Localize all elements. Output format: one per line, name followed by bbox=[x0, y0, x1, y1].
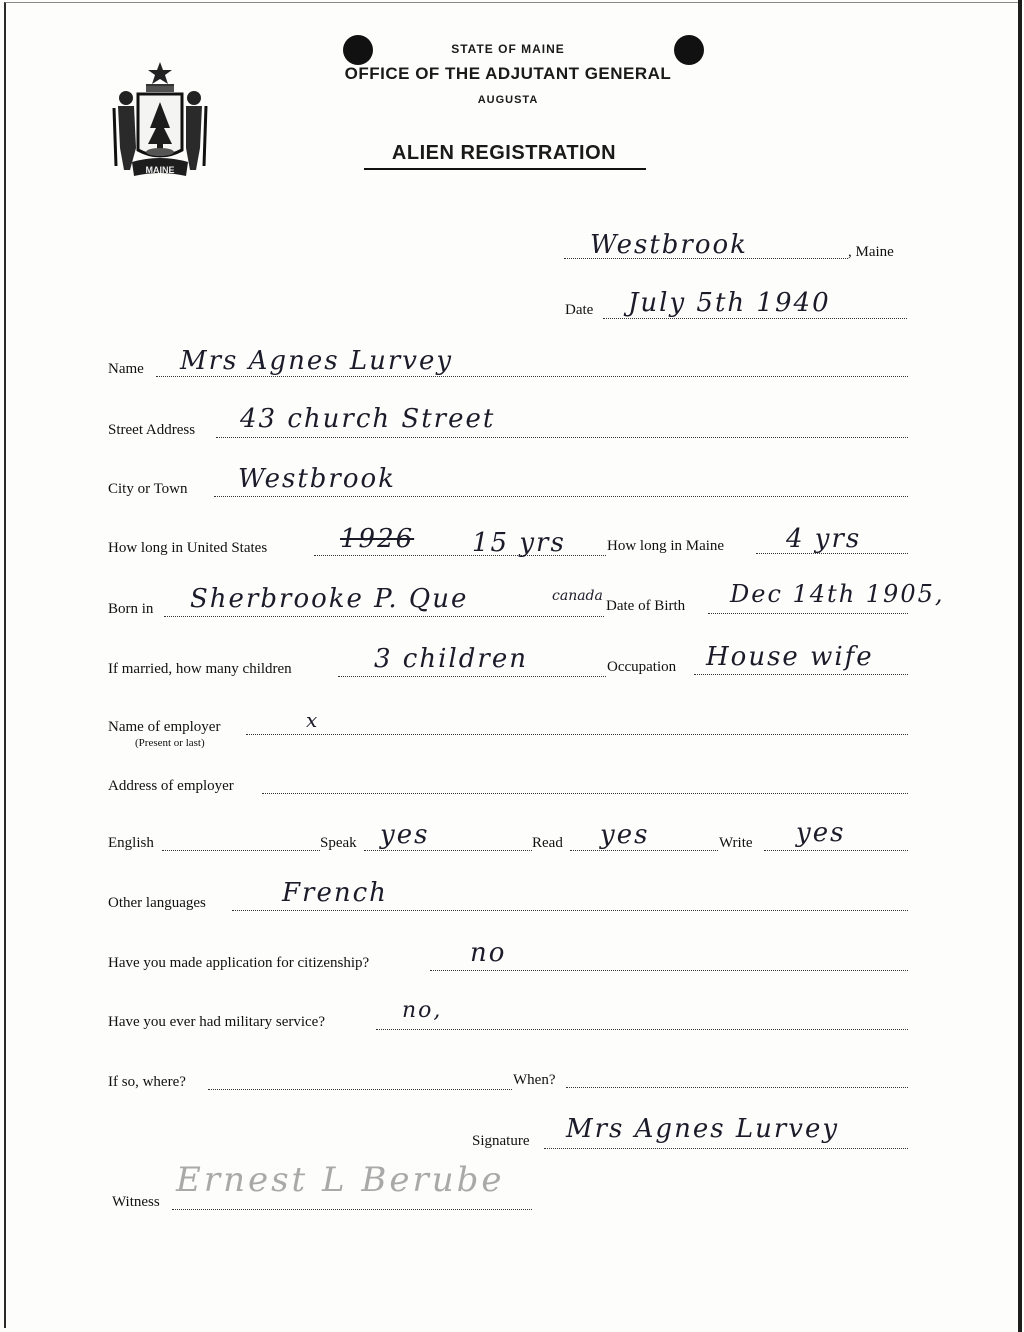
occupation-dots bbox=[694, 674, 908, 675]
write-value: yes bbox=[796, 818, 846, 848]
street-dots bbox=[216, 437, 908, 438]
signature-value: Mrs Agnes Lurvey bbox=[566, 1114, 840, 1144]
citizenship-dots bbox=[430, 970, 908, 971]
military-label: Have you ever had military service? bbox=[108, 1014, 325, 1030]
speak-dots bbox=[364, 850, 532, 851]
born-value: Sherbrooke P. Que bbox=[190, 584, 469, 614]
place-value: Westbrook bbox=[590, 230, 748, 260]
where-label: If so, where? bbox=[108, 1074, 186, 1090]
children-dots bbox=[338, 676, 606, 677]
other-languages-value: French bbox=[282, 878, 388, 908]
military-value: no, bbox=[402, 998, 443, 1023]
maine-years-value: 4 yrs bbox=[786, 524, 862, 554]
speak-label: Speak bbox=[320, 835, 357, 851]
name-dots bbox=[156, 376, 908, 377]
military-dots bbox=[376, 1029, 908, 1030]
when-label: When? bbox=[513, 1072, 556, 1088]
read-dots bbox=[570, 850, 718, 851]
citizenship-label: Have you made application for citizenship? bbox=[108, 955, 370, 971]
dob-value: Dec 14th 1905, bbox=[730, 580, 945, 608]
us-years-label: How long in United States bbox=[108, 540, 268, 556]
office-heading: OFFICE OF THE ADJUTANT GENERAL bbox=[344, 64, 672, 83]
city-heading: AUGUSTA bbox=[477, 94, 539, 106]
date-value: July 5th 1940 bbox=[628, 288, 831, 318]
street-value: 43 church Street bbox=[240, 404, 496, 434]
form-title: ALIEN REGISTRATION bbox=[391, 142, 617, 164]
born-dots bbox=[164, 616, 604, 617]
signature-dots bbox=[544, 1148, 908, 1149]
maine-years-label: How long in Maine bbox=[607, 538, 725, 554]
write-label: Write bbox=[719, 835, 753, 851]
employer-dots bbox=[246, 734, 908, 735]
name-value: Mrs Agnes Lurvey bbox=[180, 346, 454, 376]
children-label: If married, how many children bbox=[108, 661, 292, 677]
employer-value: x bbox=[306, 708, 320, 732]
place-suffix: , Maine bbox=[848, 244, 894, 260]
name-label: Name bbox=[108, 361, 144, 377]
date-dots bbox=[603, 318, 907, 319]
signature-label: Signature bbox=[472, 1133, 530, 1149]
street-label: Street Address bbox=[108, 422, 196, 438]
us-years-struck: 1926 bbox=[340, 524, 415, 554]
where-dots bbox=[208, 1089, 512, 1090]
town-label: City or Town bbox=[108, 481, 188, 497]
read-value: yes bbox=[600, 820, 650, 850]
svg-text:MAINE: MAINE bbox=[145, 165, 175, 175]
us-years-value: 15 yrs bbox=[472, 528, 566, 558]
employer-address-dots bbox=[262, 793, 908, 794]
occupation-value: House wife bbox=[706, 642, 874, 672]
dob-dots bbox=[708, 613, 908, 614]
when-dots bbox=[566, 1087, 908, 1088]
other-languages-dots bbox=[232, 910, 908, 911]
dob-label: Date of Birth bbox=[606, 598, 686, 614]
other-languages-label: Other languages bbox=[108, 895, 206, 911]
born-label: Born in bbox=[108, 601, 154, 617]
title-underline bbox=[364, 168, 646, 170]
english-label: English bbox=[108, 835, 154, 851]
employer-address-label: Address of employer bbox=[108, 778, 234, 794]
employer-label: Name of employer bbox=[108, 719, 221, 735]
write-dots bbox=[764, 850, 908, 851]
read-label: Read bbox=[532, 835, 563, 851]
state-heading: STATE OF MAINE bbox=[451, 42, 565, 56]
witness-value: Ernest L Berube bbox=[176, 1160, 505, 1200]
page-edge bbox=[1018, 0, 1022, 1332]
witness-dots bbox=[172, 1209, 532, 1210]
english-dots bbox=[162, 850, 320, 851]
children-value: 3 children bbox=[374, 644, 528, 674]
town-dots bbox=[214, 496, 908, 497]
born-note: canada bbox=[552, 588, 603, 604]
citizenship-value: no bbox=[470, 938, 507, 968]
employer-sublabel: (Present or last) bbox=[135, 737, 205, 749]
occupation-label: Occupation bbox=[607, 659, 677, 675]
speak-value: yes bbox=[380, 820, 430, 850]
date-label: Date bbox=[565, 302, 594, 318]
town-value: Westbrook bbox=[238, 464, 396, 494]
witness-label: Witness bbox=[112, 1194, 160, 1210]
